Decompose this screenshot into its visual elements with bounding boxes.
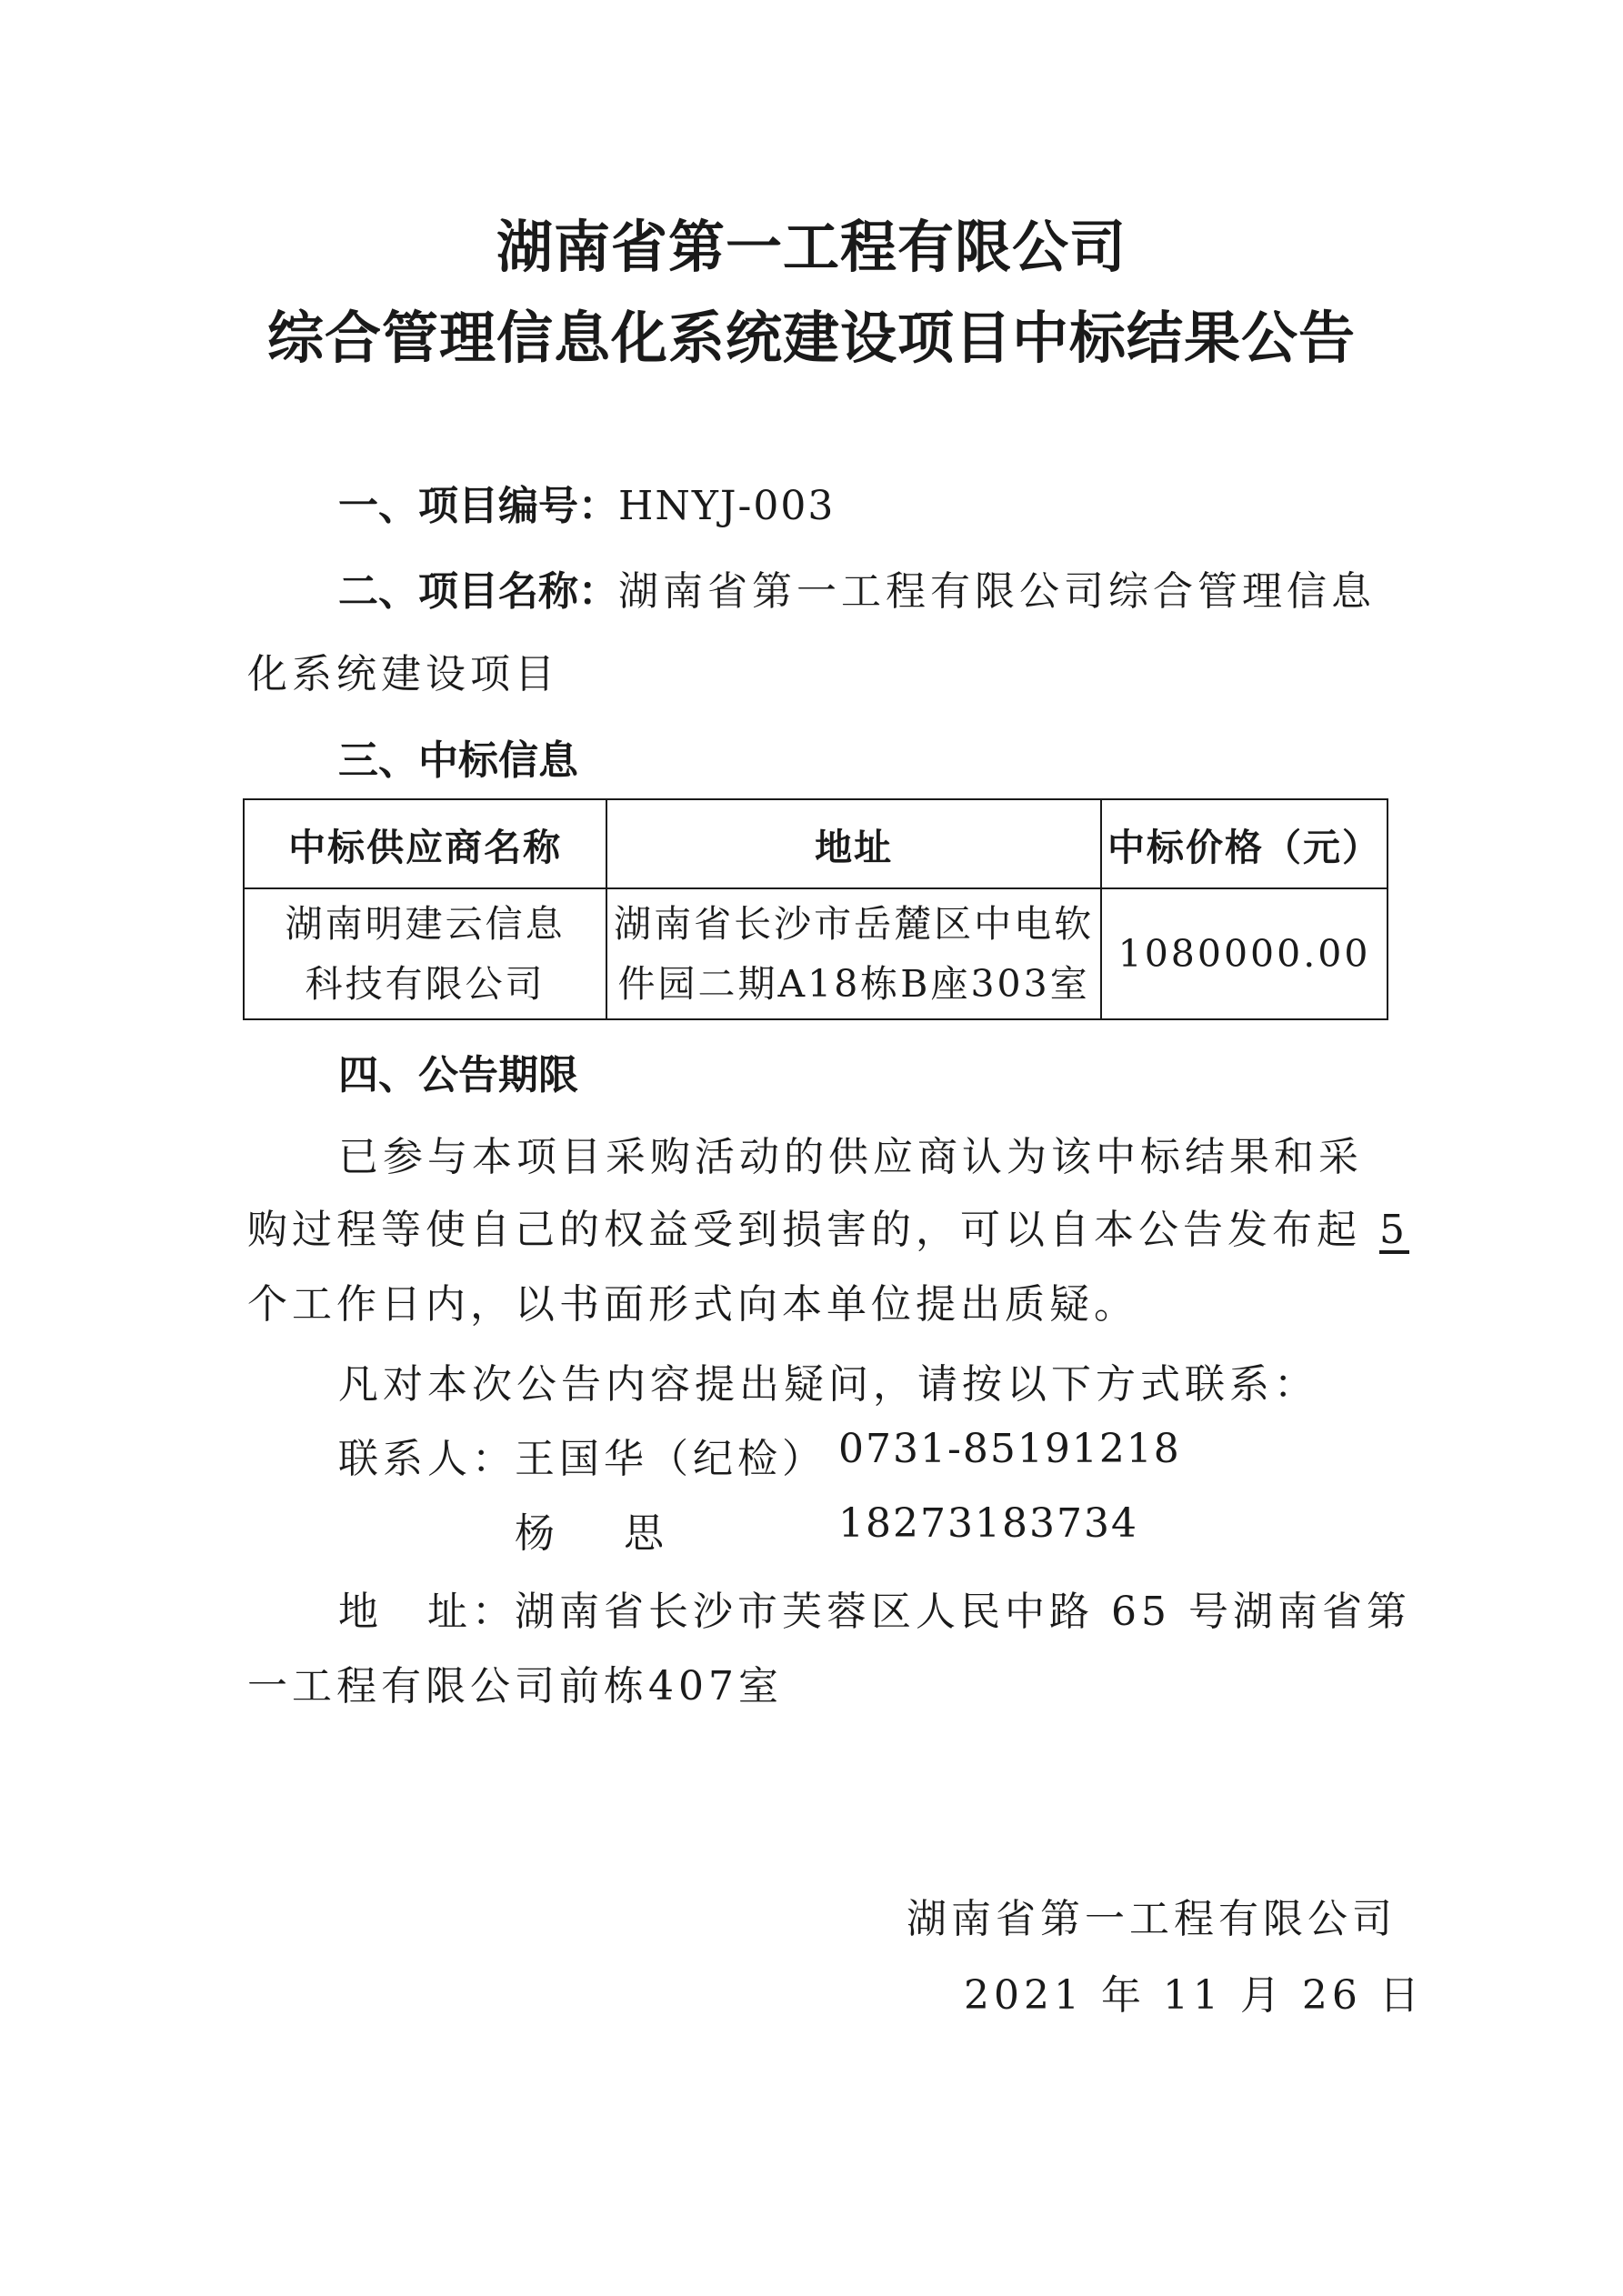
- document-title-line2: 综合管理信息化系统建设项目中标结果公告: [266, 305, 1356, 371]
- project-number: HNYJ-003: [618, 483, 836, 529]
- notice-para-line3: 个工作日内，以书面形式向本单位提出质疑。: [247, 1281, 1138, 1328]
- supplier-line2: 科技有限公司: [305, 962, 546, 1006]
- contact1-name: 王国华（纪检）: [515, 1436, 827, 1482]
- notice-para-line1: 已参与本项目采购活动的供应商认为该中标结果和采: [338, 1134, 1363, 1180]
- table-header-row: [244, 799, 1388, 888]
- section-2-label: 二、项目名称：: [338, 568, 618, 615]
- office-address-line2: 一工程有限公司前栋407室: [247, 1663, 783, 1709]
- notice-para-line2-text: 购过程等使自己的权益受到损害的，可以自本公告发布起: [247, 1207, 1361, 1253]
- signature-company: 湖南省第一工程有限公司: [907, 1896, 1397, 1942]
- address-label: 地 址：: [338, 1589, 516, 1635]
- address-cell: [606, 888, 1101, 1019]
- header-supplier: 中标供应商名称: [244, 799, 606, 888]
- contact-label: 联系人：: [338, 1436, 516, 1482]
- office-address-line1: 湖南省长沙市芙蓉区人民中路 65 号湖南省第: [515, 1589, 1411, 1635]
- section-project-number: [338, 473, 835, 531]
- document-title-line1: 湖南省第一工程有限公司: [496, 214, 1127, 280]
- table-row: [244, 888, 1388, 1019]
- project-name-line1: 湖南省第一工程有限公司综合管理信息: [618, 568, 1376, 615]
- working-days-value: 5: [1379, 1207, 1409, 1253]
- contact2-name: 杨 思: [515, 1510, 678, 1557]
- section-3-label: 三、中标信息: [338, 737, 578, 784]
- signature-date: 2021 年 11 月 26 日: [964, 1972, 1424, 2019]
- contact1-phone: 0731-85191218: [838, 1426, 1181, 1472]
- bid-result-table: [243, 798, 1388, 1020]
- section-project-name: [338, 558, 1376, 617]
- section-4-label: 四、公告期限: [338, 1052, 578, 1098]
- header-address: 地址: [606, 799, 1101, 888]
- header-price: 中标价格（元）: [1101, 799, 1388, 888]
- price-cell: 1080000.00: [1101, 888, 1388, 1019]
- contact2-phone: 18273183734: [838, 1500, 1138, 1547]
- section-1-label: 一、项目编号：: [338, 483, 618, 529]
- project-name-line2: 化系统建设项目: [247, 651, 559, 697]
- contact-intro: 凡对本次公告内容提出疑问，请按以下方式联系：: [338, 1361, 1318, 1408]
- notice-para-line2: [247, 1197, 1409, 1255]
- address-line2: 件园二期A18栋B座303室: [617, 962, 1090, 1006]
- address-line1: 湖南省长沙市岳麓区中电软: [614, 902, 1095, 946]
- supplier-cell: [244, 888, 606, 1019]
- supplier-line1: 湖南明建云信息: [285, 902, 566, 946]
